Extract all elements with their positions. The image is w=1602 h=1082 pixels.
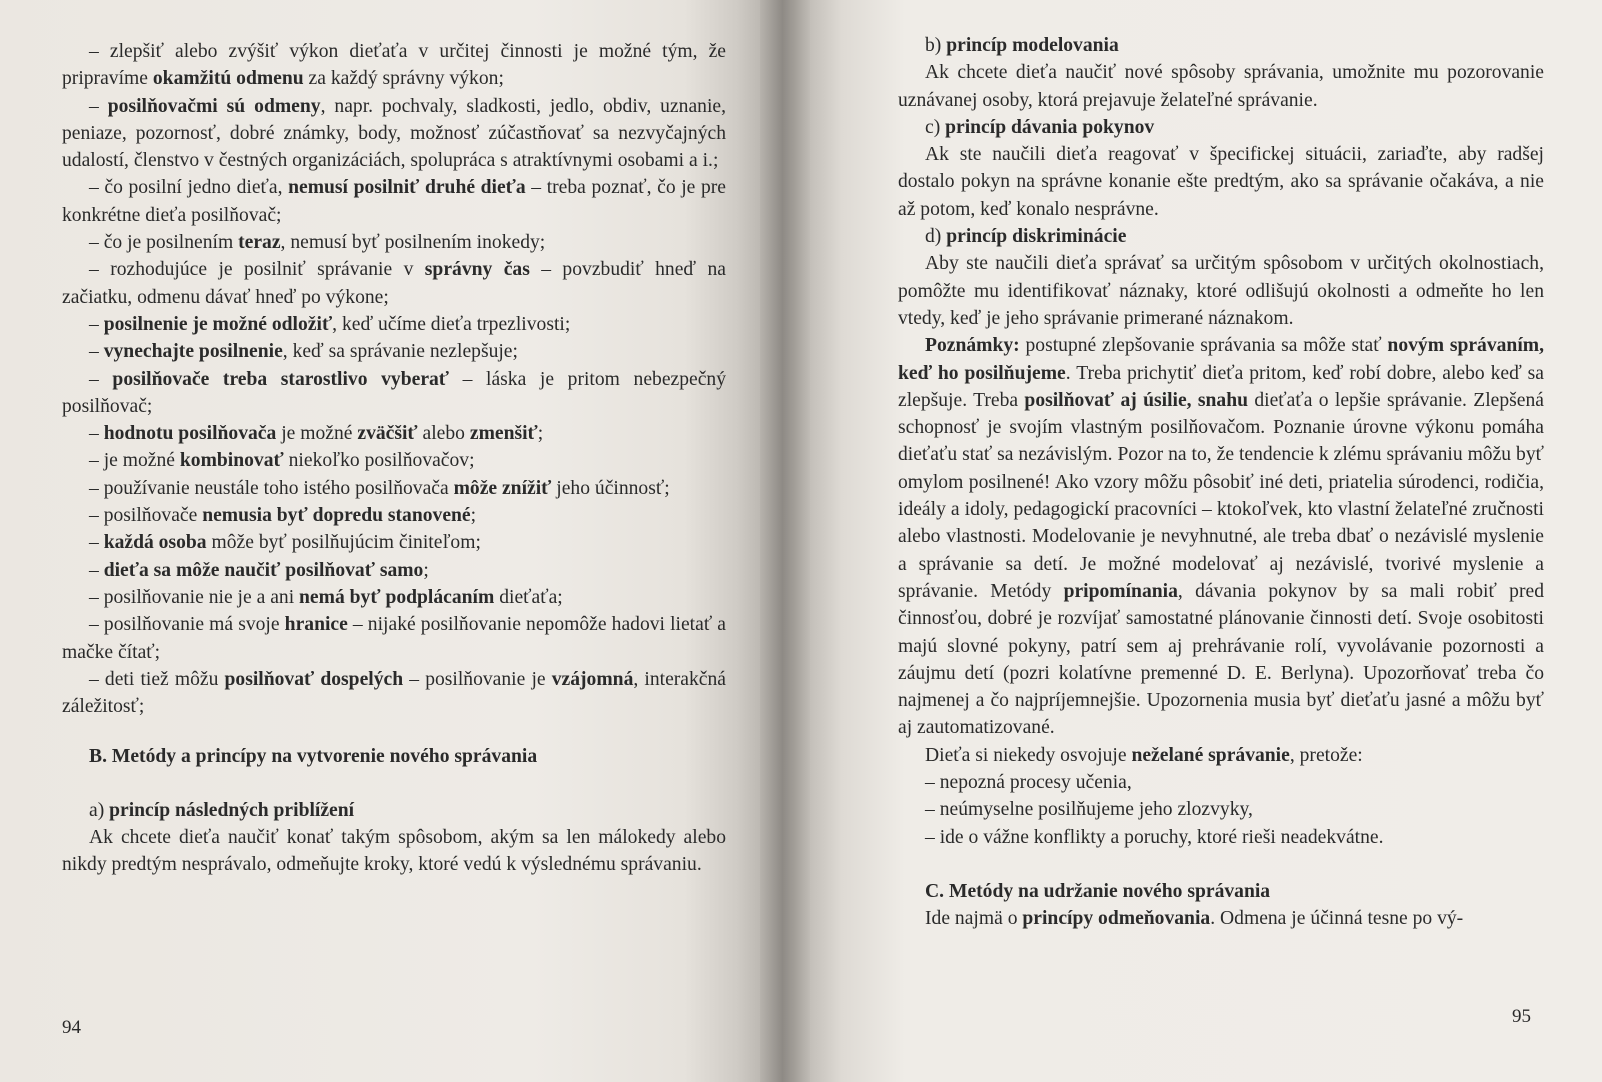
- paragraph: [62, 338, 726, 365]
- paragraph: [62, 93, 726, 175]
- bold-text: okamžitú odmenu: [152, 68, 304, 90]
- text-run: – neúmyselne posilňujeme jeho zlozvyky,: [925, 799, 1253, 821]
- paragraph: [62, 611, 726, 666]
- text-run: – posilňovanie je: [403, 668, 552, 690]
- bold-text: vzájomná: [551, 668, 634, 690]
- text-run: – posilňovanie má svoje: [89, 614, 285, 636]
- bold-text: Poznámky:: [925, 335, 1020, 357]
- right-page: [810, 0, 1602, 1082]
- paragraph: [898, 141, 1544, 223]
- left-page-text: [62, 38, 726, 879]
- text-run: –: [89, 341, 104, 363]
- paragraph: [62, 366, 726, 421]
- paragraph: [62, 824, 726, 879]
- section-heading: [62, 743, 726, 770]
- bold-text: vynechajte posilnenie: [103, 341, 283, 363]
- text-run: , dávania pokynov by sa mali robiť pred činnosťou, dobré je rozvíjať samostatné plánovanie činnosti detí. Svoje osobitosti majú slovné pokyny, patrí sem aj prehrávanie rolí, vyvolávanie pozornosti a záujmu detí (pozri kolatívne premenné D. E. Berlyna). Upozorňovať treba čo najmenej a čo najpríjemnejšie. Upozornenia musia byť dieťaťu jasné a môžu byť aj zautomatizované.: [898, 580, 1544, 739]
- paragraph: [898, 114, 1544, 141]
- bold-text: kombinovať: [179, 450, 284, 472]
- text-run: ;: [423, 559, 429, 581]
- bold-text: princíp modelovania: [946, 35, 1119, 56]
- bold-text: každá osoba: [103, 532, 207, 554]
- text-run: C. Metódy na udržanie nového správania: [925, 880, 1271, 902]
- bold-text: nemá byť podplácaním: [299, 586, 495, 608]
- text-run: ;: [470, 505, 477, 527]
- text-run: – povzbudiť hneď na začiatku, odmenu dávať hneď po výkone;: [62, 259, 726, 308]
- paragraph: [898, 824, 1544, 851]
- text-run: –: [89, 313, 104, 335]
- text-run: postupné zlepšovanie správania sa môže stať: [1019, 335, 1388, 357]
- bold-text: teraz: [238, 232, 281, 254]
- text-run: Ak chcete dieťa naučiť konať takým spôsobom, akým sa len málokedy alebo nikdy predtým nesprávalo, odmeňujte kroky, ktoré vedú k výslednému správaniu.: [62, 827, 726, 876]
- page-number-right: 95: [1512, 1006, 1531, 1027]
- bold-text: posilnenie je možné odložiť: [103, 313, 333, 335]
- paragraph: [898, 332, 1544, 741]
- text-run: a): [89, 799, 110, 821]
- text-run: , interakčná záležitosť;: [62, 668, 726, 718]
- paragraph: [62, 529, 726, 556]
- text-run: ;: [537, 423, 544, 445]
- text-run: – rozhodujúce je posilniť správanie v: [89, 259, 425, 281]
- bold-text: posilňovače treba starostlivo vyberať: [112, 368, 450, 390]
- text-run: Dieťa si niekedy osvojuje: [925, 744, 1132, 766]
- bold-text: princíp dávania pokynov: [945, 116, 1155, 138]
- bold-text: pripomínania: [1063, 580, 1178, 602]
- paragraph: [898, 742, 1544, 769]
- bold-text: princíp diskriminácie: [946, 226, 1127, 248]
- text-run: – čo je posilnením: [89, 232, 239, 254]
- bold-text: dieťa sa môže naučiť posilňovať samo: [103, 559, 424, 581]
- text-run: – ide o vážne konflikty a poruchy, ktoré rieši neadekvátne.: [925, 826, 1384, 848]
- bold-text: novým správaním, keď ho posilňujeme: [898, 335, 1544, 384]
- bold-text: posilňovať aj úsilie, snahu: [1024, 389, 1249, 411]
- bold-text: hodnotu posilňovača: [103, 423, 277, 445]
- paragraph: [898, 905, 1544, 932]
- paragraph: [898, 250, 1544, 332]
- text-run: . Treba prichytiť dieťa pritom, keď robí dobre, alebo keď sa zlepšuje. Treba: [898, 362, 1544, 411]
- text-run: jeho účinnosť;: [551, 477, 670, 499]
- bold-text: zmenšiť: [469, 423, 538, 445]
- paragraph: [62, 38, 726, 93]
- text-run: –: [89, 368, 113, 390]
- text-run: d): [925, 226, 947, 248]
- paragraph: [62, 557, 726, 584]
- bold-text: zväčšiť: [357, 423, 418, 445]
- text-run: za každý správny výkon;: [303, 68, 504, 90]
- text-run: – čo posilní jedno dieťa,: [89, 177, 289, 199]
- bold-text: nemusí posilniť druhé dieťa: [288, 177, 526, 199]
- text-run: – deti tiež môžu: [89, 668, 225, 690]
- text-run: – nepozná procesy učenia,: [925, 772, 1132, 794]
- text-run: dieťaťa o lepšie správanie. Zlepšená schopnosť je svojím vlastným posilňovačom. Poznanie úrovne výkonu pomáha dieťaťu stať sa nezávislým. Pozor na to, že tendencie k zlému správaniu môžu byť omylom posilnené! Ako vzory môžu pôsobiť iné deti, priatelia súrodenci, rodičia, ideály a idoly, pedagogickí pracovníci – ktokoľvek, kto vlastní želateľné zručnosti alebo vlastnosti. Modelovanie je nevyhnutné, ale treba dbať o nezávislé myslenie a správanie sa detí. Je možné modelovať aj nezávislé, tvorivé myslenie a správanie. Metódy: [898, 389, 1544, 602]
- paragraph: [62, 174, 726, 229]
- paragraph: [898, 223, 1544, 250]
- text-run: – láska je pritom nebezpečný posilňovač;: [62, 368, 726, 417]
- book-gutter: [760, 0, 810, 1082]
- left-page: [0, 0, 760, 1082]
- text-run: alebo: [417, 423, 470, 445]
- bold-text: nemusia byť dopredu stanovené: [202, 505, 471, 527]
- text-run: niekoľko posilňovačov;: [283, 450, 475, 472]
- text-run: Ak chcete dieťa naučiť nové spôsoby správania, umožnite mu pozorovanie uznávanej osoby, ktorá prejavuje želateľné správanie.: [898, 62, 1544, 111]
- text-run: –: [89, 532, 104, 554]
- text-run: – posilňovanie nie je a ani: [89, 586, 300, 608]
- text-run: c): [925, 116, 946, 138]
- text-run: , napr. pochvaly, sladkosti, jedlo, obdiv, uznanie, peniaze, pozornosť, dobré známky, body, možnosť zúčastňovať sa nezvyčajných udalostí, členstvo v čestných organizáciách, spolupráca s atraktívnymi osobami a i.;: [62, 95, 726, 172]
- text-run: – zlepšiť alebo zvýšiť výkon dieťaťa v určitej činnosti je možné tým, že pripravíme: [62, 41, 726, 90]
- bold-text: správny čas: [424, 259, 530, 281]
- text-run: dieťaťa;: [494, 586, 563, 608]
- paragraph: [898, 769, 1544, 796]
- text-run: Aby ste naučili dieťa správať sa určitým spôsobom v určitých okolnostiach, pomôžte mu identifikovať náznaky, ktoré odlišujú okolnosti a odmeňte ho len vtedy, keď je jeho správanie primerané náznakom.: [898, 253, 1544, 329]
- text-run: – nijaké posilňovanie nepomôže hadovi lietať a mačke čítať;: [62, 614, 726, 663]
- bold-text: posilňovačmi sú odmeny: [107, 95, 321, 117]
- bold-text: posilňovať dospelých: [224, 668, 404, 690]
- page-number-left: 94: [62, 1017, 81, 1038]
- text-run: , keď sa správanie nezlepšuje;: [282, 341, 518, 363]
- paragraph: [62, 420, 726, 447]
- bold-text: hranice: [284, 614, 348, 636]
- right-page-text: [898, 32, 1544, 933]
- text-run: –: [89, 95, 108, 117]
- bold-text: princípy odmeňovania: [1022, 908, 1211, 930]
- paragraph: [898, 59, 1544, 114]
- paragraph: [62, 502, 726, 529]
- paragraph: [898, 32, 1544, 59]
- text-run: –: [89, 559, 104, 581]
- text-run: – je možné: [89, 450, 180, 472]
- paragraph: [898, 796, 1544, 823]
- paragraph: [62, 229, 726, 256]
- paragraph: [62, 256, 726, 311]
- text-run: – posilňovače: [89, 505, 203, 527]
- text-run: je možné: [276, 423, 358, 445]
- section-heading: [898, 878, 1544, 905]
- paragraph: [62, 797, 726, 824]
- paragraph: [62, 666, 726, 721]
- text-run: , keď učíme dieťa trpezlivosti;: [332, 313, 571, 335]
- bold-text: neželané správanie: [1131, 744, 1290, 766]
- text-run: môže byť posilňujúcim činiteľom;: [206, 532, 481, 554]
- text-run: , pretože:: [1289, 744, 1363, 766]
- text-run: . Odmena je účinná tesne po vý-: [1210, 908, 1464, 930]
- bold-text: princíp následných priblížení: [109, 799, 355, 821]
- paragraph: [62, 584, 726, 611]
- paragraph: [62, 311, 726, 338]
- bold-text: môže znížiť: [453, 477, 552, 499]
- text-run: B. Metódy a princípy na vytvorenie nového správania: [89, 746, 538, 768]
- text-run: –: [89, 423, 104, 445]
- paragraph: [62, 475, 726, 502]
- text-run: b): [925, 35, 947, 56]
- paragraph: [62, 447, 726, 474]
- text-run: – používanie neustále toho istého posilňovača: [89, 477, 454, 499]
- text-run: Ak ste naučili dieťa reagovať v špecifickej situácii, zariaďte, aby radšej dostalo pokyn na správne konanie ešte predtým, ako sa správanie očakáva, a nie až potom, keď konalo nesprávne.: [898, 144, 1544, 220]
- text-run: Ide najmä o: [925, 908, 1023, 930]
- text-run: – treba poznať, čo je pre konkrétne dieťa posilňovač;: [62, 177, 726, 226]
- text-run: , nemusí byť posilnením inokedy;: [280, 232, 546, 254]
